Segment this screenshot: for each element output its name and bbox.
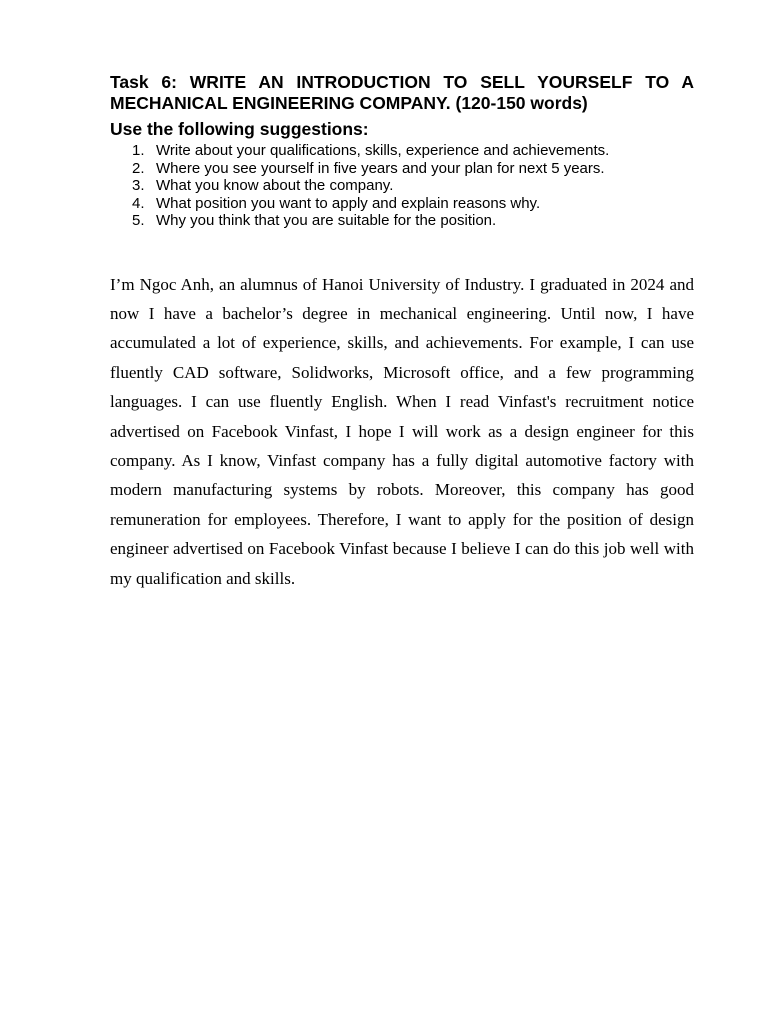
list-item-text: Write about your qualifications, skills, experience and achievements. — [156, 142, 610, 159]
list-item-text: Why you think that you are suitable for the position. — [156, 212, 497, 229]
suggestions-list — [110, 142, 694, 230]
list-item — [110, 177, 694, 195]
essay-paragraph: I’m Ngoc Anh, an alumnus of Hanoi University of Industry. I graduated in 2024 and now I have a bachelor’s degree in mechanical engineering. Until now, I have accumulated a lot of experience, skills, and achievements. For example, I can use fluently CAD software, Solidworks, Microsoft office, and a few programming languages. I can use fluently English. When I read Vinfast's recruitment notice advertised on Facebook Vinfast, I hope I will work as a design engineer for this company. As I know, Vinfast company has a fully digital automotive factory with modern manufacturing systems by robots. Moreover, this company has good remuneration for employees. Therefore, I want to apply for the position of design engineer advertised on Facebook Vinfast because I believe I can do this job well with my qualification and skills. — [110, 274, 694, 588]
task-title: Task 6: WRITE AN INTRODUCTION TO SELL YOURSELF TO A MECHANICAL ENGINEERING COMPANY. (120-150 words) — [110, 72, 694, 113]
list-item-number: 1. — [132, 142, 145, 159]
suggestions-heading: Use the following suggestions: — [110, 119, 369, 139]
list-item — [110, 142, 694, 160]
list-item-number: 3. — [132, 177, 145, 194]
document-page — [110, 72, 694, 593]
list-item — [110, 195, 694, 213]
list-item — [110, 160, 694, 178]
list-item — [110, 212, 694, 230]
list-item-text: What position you want to apply and explain reasons why. — [156, 194, 541, 212]
list-item-text: What you know about the company. — [156, 177, 394, 194]
list-item-number: 5. — [132, 212, 145, 229]
list-item-number: 4. — [132, 194, 145, 212]
list-item-number: 2. — [132, 159, 145, 177]
list-item-text: Where you see yourself in five years and your plan for next 5 years. — [156, 159, 605, 177]
